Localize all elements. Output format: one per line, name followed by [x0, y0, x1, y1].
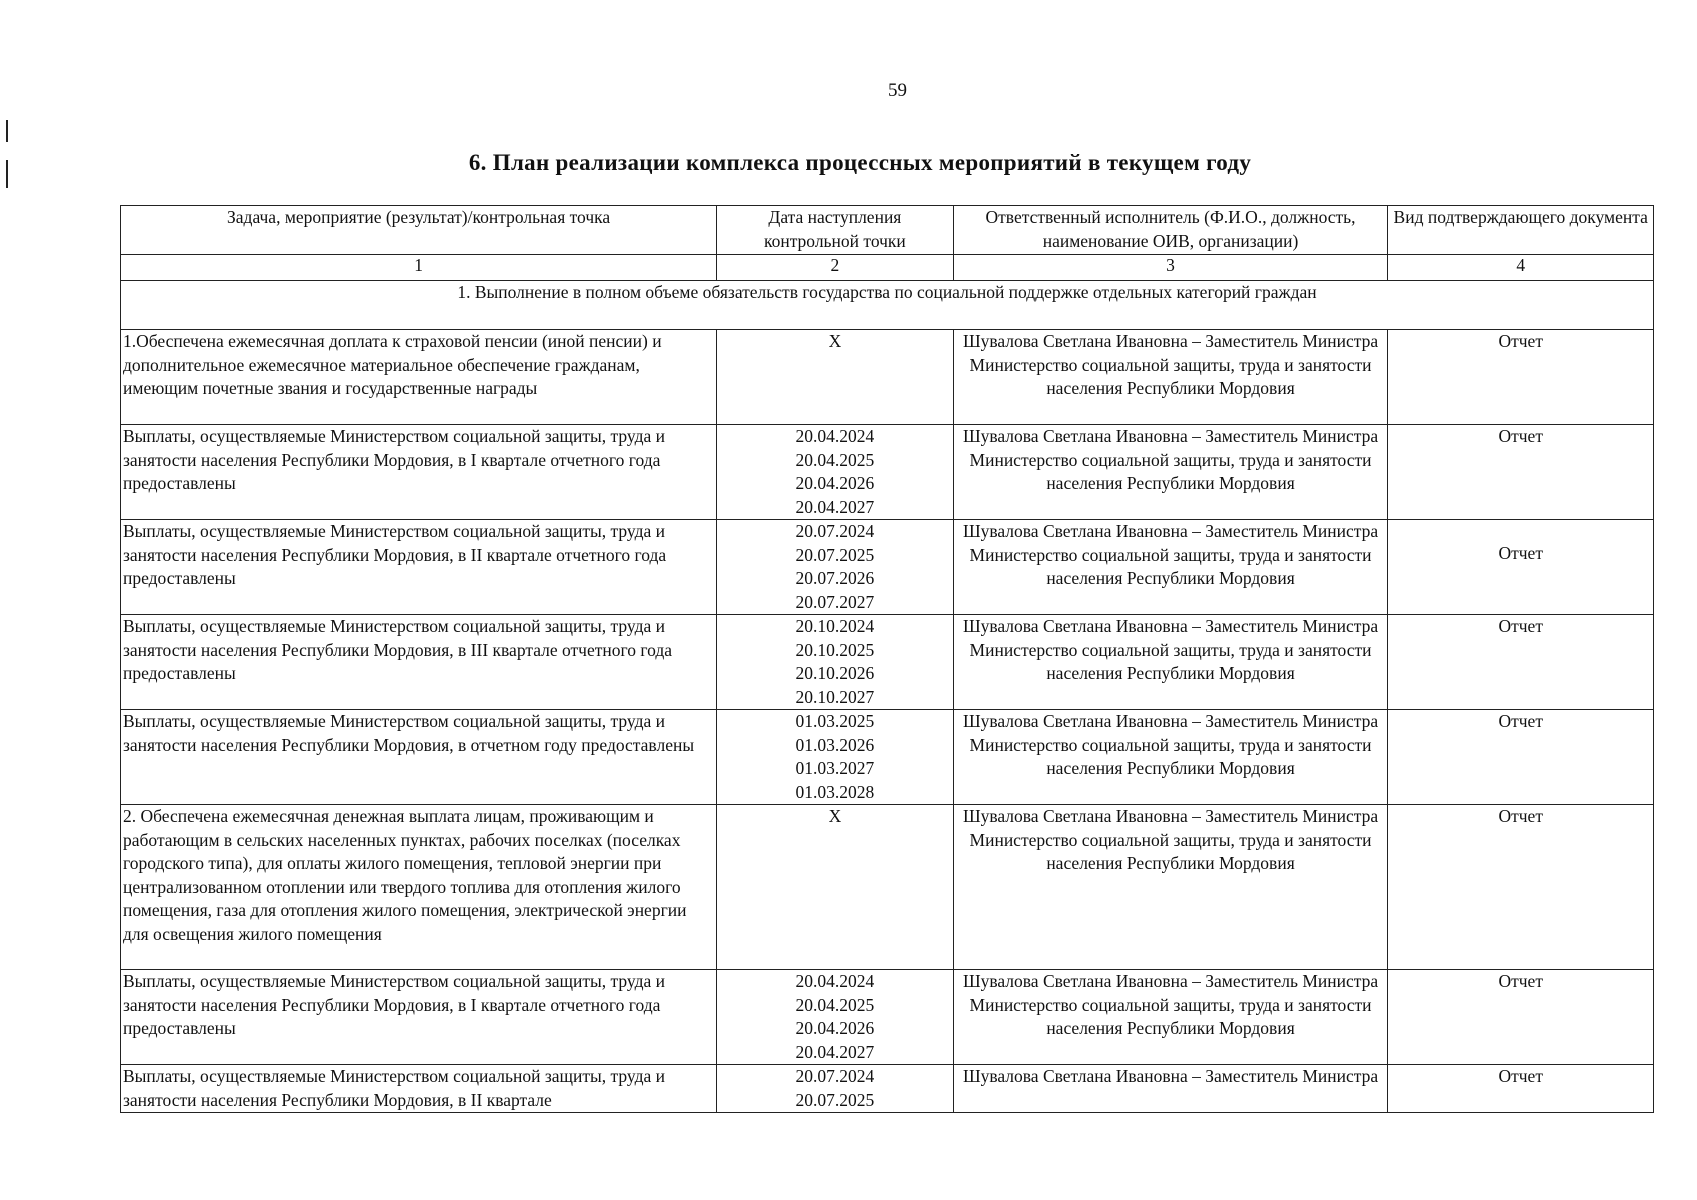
- task-cell: Выплаты, осуществляемые Министерством социальной защиты, труда и занятости населения Республики Мордовия, в II квартале отчетного года предоставлены: [121, 520, 717, 615]
- executor-name: Шувалова Светлана Ивановна – Заместитель Министра: [962, 331, 1379, 351]
- executor-cell: [953, 970, 1388, 1065]
- table-row: [121, 805, 1654, 970]
- executor-cell: [953, 1065, 1388, 1113]
- column-number: 2: [717, 255, 953, 281]
- control-date: 20.04.2025: [795, 449, 875, 470]
- document-cell: Отчет: [1388, 710, 1654, 805]
- control-date: 20.04.2024: [795, 971, 875, 991]
- executor-organization: Министерство социальной защиты, труда и занятости населения Республики Мордовия: [969, 829, 1372, 873]
- table-row: [121, 425, 1654, 520]
- date-cell: [717, 805, 953, 970]
- executor-name: Шувалова Светлана Ивановна – Заместитель Министра: [962, 1066, 1379, 1086]
- header-document: Вид подтверждающего документа: [1388, 206, 1654, 255]
- control-date: 20.10.2024: [795, 616, 875, 636]
- page-number: 59: [888, 80, 907, 101]
- table-header-row: [121, 206, 1654, 255]
- task-cell: Выплаты, осуществляемые Министерством социальной защиты, труда и занятости населения Республики Мордовия, в I квартале отчетного года предоставлены: [121, 425, 717, 520]
- document-cell: Отчет: [1388, 970, 1654, 1065]
- document-cell: Отчет: [1388, 1065, 1654, 1113]
- executor-cell: [953, 615, 1388, 710]
- table-body: [121, 330, 1654, 1113]
- section-heading: 1. Выполнение в полном объеме обязательств государства по социальной поддержке отдельных категорий граждан: [121, 281, 1654, 330]
- executor-organization: Министерство социальной защиты, труда и занятости населения Республики Мордовия: [969, 544, 1372, 588]
- table-row: [121, 520, 1654, 615]
- date-cell: [717, 615, 953, 710]
- document-cell: Отчет: [1388, 805, 1654, 970]
- executor-name: Шувалова Светлана Ивановна – Заместитель Министра: [962, 426, 1379, 446]
- control-date: 20.07.2025: [795, 1089, 875, 1110]
- column-number-row: [121, 255, 1654, 281]
- column-number: 1: [121, 255, 717, 281]
- section-row: [121, 281, 1654, 330]
- task-cell: 1.Обеспечена ежемесячная доплата к страховой пенсии (иной пенсии) и дополнительное ежемесячное материальное обеспечение гражданам, имеющим почетные звания и государственные награды: [121, 330, 717, 425]
- column-number: 4: [1388, 255, 1654, 281]
- task-cell: Выплаты, осуществляемые Министерством социальной защиты, труда и занятости населения Республики Мордовия, в I квартале отчетного года предоставлены: [121, 970, 717, 1065]
- control-date: 20.04.2024: [795, 426, 875, 446]
- executor-name: Шувалова Светлана Ивановна – Заместитель Министра: [962, 711, 1379, 731]
- executor-cell: [953, 520, 1388, 615]
- executor-name: Шувалова Светлана Ивановна – Заместитель Министра: [962, 616, 1379, 636]
- control-date: 20.07.2026: [795, 568, 875, 588]
- control-date: 20.10.2026: [795, 663, 875, 683]
- date-cell: [717, 425, 953, 520]
- executor-organization: Министерство социальной защиты, труда и занятости населения Республики Мордовия: [969, 994, 1372, 1038]
- executor-organization: Министерство социальной защиты, труда и занятости населения Республики Мордовия: [969, 639, 1372, 683]
- control-date: X: [828, 331, 842, 351]
- executor-cell: [953, 805, 1388, 970]
- document-cell: Отчет: [1388, 330, 1654, 425]
- executor-name: Шувалова Светлана Ивановна – Заместитель Министра: [962, 521, 1379, 541]
- column-number: 3: [953, 255, 1388, 281]
- task-cell: Выплаты, осуществляемые Министерством социальной защиты, труда и занятости населения Республики Мордовия, в II квартале: [121, 1065, 717, 1113]
- executor-organization: Министерство социальной защиты, труда и занятости населения Республики Мордовия: [969, 734, 1372, 778]
- date-cell: [717, 970, 953, 1065]
- control-date: 20.04.2026: [795, 473, 875, 493]
- control-date: 20.07.2025: [795, 544, 875, 565]
- date-cell: [717, 520, 953, 615]
- control-date: 20.07.2027: [795, 591, 875, 612]
- control-date: 20.07.2024: [795, 521, 875, 541]
- date-cell: [717, 710, 953, 805]
- control-date: 20.10.2025: [795, 639, 875, 660]
- document-cell: Отчет: [1388, 615, 1654, 710]
- document-cell: Отчет: [1388, 425, 1654, 520]
- control-date: 01.03.2028: [795, 781, 875, 802]
- executor-name: Шувалова Светлана Ивановна – Заместитель Министра: [962, 806, 1379, 826]
- table-row: [121, 970, 1654, 1065]
- table-row: [121, 330, 1654, 425]
- scan-margin-mark: [6, 120, 8, 142]
- control-date: 01.03.2027: [795, 758, 875, 778]
- control-date: 20.10.2027: [795, 686, 875, 707]
- executor-organization: Министерство социальной защиты, труда и занятости населения Республики Мордовия: [969, 354, 1372, 398]
- task-cell: Выплаты, осуществляемые Министерством социальной защиты, труда и занятости населения Республики Мордовия, в отчетном году предоставлены: [121, 710, 717, 805]
- section-title: 6. План реализации комплекса процессных мероприятий в текущем году: [468, 150, 1252, 175]
- header-date: Дата наступления контрольной точки: [717, 206, 953, 255]
- control-date: 20.04.2025: [795, 994, 875, 1015]
- control-date: 20.07.2024: [795, 1066, 875, 1086]
- executor-cell: [953, 710, 1388, 805]
- table-row: [121, 1065, 1654, 1113]
- header-task: Задача, мероприятие (результат)/контрольная точка: [121, 206, 717, 255]
- date-cell: [717, 1065, 953, 1113]
- executor-name: Шувалова Светлана Ивановна – Заместитель Министра: [962, 971, 1379, 991]
- control-date: 20.04.2027: [795, 1041, 875, 1062]
- executor-organization: Министерство социальной защиты, труда и занятости населения Республики Мордовия: [969, 449, 1372, 493]
- control-date: 20.04.2027: [795, 496, 875, 517]
- executor-cell: [953, 330, 1388, 425]
- control-date: 01.03.2026: [795, 734, 875, 755]
- table-row: [121, 710, 1654, 805]
- plan-table: [120, 205, 1654, 1113]
- executor-cell: [953, 425, 1388, 520]
- table-row: [121, 615, 1654, 710]
- control-date: X: [828, 806, 842, 826]
- task-cell: Выплаты, осуществляемые Министерством социальной защиты, труда и занятости населения Республики Мордовия, в III квартале отчетного года предоставлены: [121, 615, 717, 710]
- header-executor: Ответственный исполнитель (Ф.И.О., должность, наименование ОИВ, организации): [953, 206, 1388, 255]
- control-date: 01.03.2025: [795, 711, 875, 731]
- task-cell: 2. Обеспечена ежемесячная денежная выплата лицам, проживающим и работающим в сельских населенных пунктах, рабочих поселках (поселках городского типа), для оплаты жилого помещения, тепловой энергии при централизованном отоплении или твердого топлива для отопления жилого помещения, газа для отопления жилого помещения, электрической энергии для освещения жилого помещения: [121, 805, 717, 970]
- date-cell: [717, 330, 953, 425]
- control-date: 20.04.2026: [795, 1018, 875, 1038]
- document-cell: Отчет: [1388, 520, 1654, 615]
